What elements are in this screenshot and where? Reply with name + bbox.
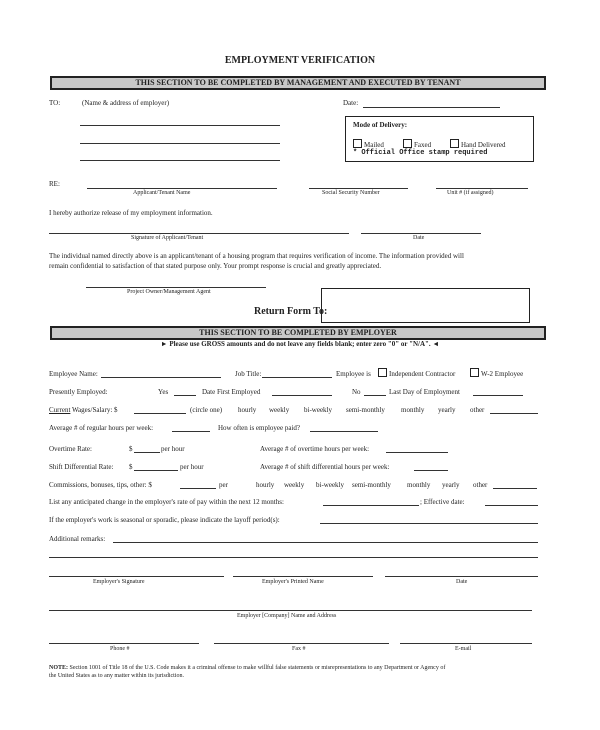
last-day-label: Last Day of Employment [389, 388, 460, 396]
overtime-rate-label: Overtime Rate: [49, 445, 92, 453]
authorize-text: I hereby authorize release of my employment information. [49, 209, 213, 217]
current-underlined: Current [49, 406, 71, 414]
period-monthly[interactable]: monthly [401, 406, 425, 414]
to-label: TO: [49, 99, 61, 107]
anticipated-change-label: List any anticipated change in the employer's rate of pay within the next 12 months: [49, 498, 284, 506]
notice-text-1: Section 1001 of Title 18 of the U.S. Code makes it a criminal offense to make willful false statements or misrepresentations to any Department or Agency of [68, 665, 446, 671]
wages-amount-field[interactable] [134, 413, 186, 414]
effective-date-label: ; Effective date: [420, 498, 465, 506]
employer-section-header: THIS SECTION TO BE COMPLETED BY EMPLOYER [50, 326, 546, 340]
ssn-field[interactable] [309, 188, 408, 189]
effective-date-field[interactable] [485, 505, 538, 506]
employer-company-caption: Employer [Company] Name and Address [237, 613, 337, 619]
unit-caption: Unit # (if assigned) [447, 190, 494, 196]
how-often-label: How often is employee paid? [218, 424, 301, 432]
legal-notice-line-2: the United States as to any matter within its jurisdiction. [49, 673, 184, 679]
commissions-label: Commissions, bonuses, tips, other: $ [49, 481, 152, 489]
employer-signature-field[interactable] [49, 576, 224, 577]
avg-hours-label: Average # of regular hours per week: [49, 424, 154, 432]
employer-company-field[interactable] [49, 610, 532, 611]
period-yearly[interactable]: yearly [438, 406, 456, 414]
legal-notice-line-1 [49, 665, 445, 671]
employer-address-line-1[interactable] [80, 125, 280, 126]
return-address-box[interactable] [321, 288, 530, 323]
date-first-employed-label: Date First Employed [202, 388, 261, 396]
avg-overtime-field[interactable] [386, 452, 448, 453]
delivery-title: Mode of Delivery: [353, 121, 408, 129]
comm-period-bi-weekly[interactable]: bi-weekly [316, 481, 344, 489]
overtime-rate-field[interactable] [134, 452, 160, 453]
avg-hours-field[interactable] [172, 431, 210, 432]
current-wages-label [49, 406, 118, 414]
ssn-caption: Social Security Number [322, 190, 380, 196]
employee-name-label: Employee Name: [49, 370, 98, 378]
commissions-per: per [219, 481, 228, 489]
commissions-field[interactable] [180, 488, 216, 489]
comm-period-hourly[interactable]: hourly [256, 481, 275, 489]
avg-shift-field[interactable] [414, 470, 448, 471]
comm-period-semi-monthly[interactable]: semi-monthly [352, 481, 391, 489]
re-label: RE: [49, 180, 60, 188]
email-field[interactable] [400, 643, 532, 644]
employer-address-line-2[interactable] [80, 143, 280, 144]
phone-caption: Phone # [110, 646, 130, 652]
no-field[interactable] [364, 395, 386, 396]
hand-delivered-checkbox[interactable] [450, 139, 459, 148]
signature-date-field[interactable] [361, 233, 481, 234]
presently-employed-label: Presently Employed: [49, 388, 108, 396]
verification-paragraph-line-2: remain confidential to satisfaction of that stated purpose only. Your prompt response is crucial and greatly appreciated. [49, 262, 382, 270]
shift-dollar: $ [129, 463, 133, 471]
phone-field[interactable] [49, 643, 199, 644]
faxed-checkbox[interactable] [403, 139, 412, 148]
anticipated-change-field[interactable] [323, 505, 419, 506]
no-label: No [352, 388, 361, 396]
signature-date-caption: Date [413, 235, 425, 241]
comm-other-field[interactable] [493, 488, 537, 489]
last-day-field[interactable] [473, 395, 523, 396]
job-title-field[interactable] [262, 377, 332, 378]
email-caption: E-mail [455, 646, 472, 652]
remarks-field-2[interactable] [49, 557, 538, 558]
period-hourly[interactable]: hourly [238, 406, 257, 414]
page-title: EMPLOYMENT VERIFICATION [224, 55, 376, 66]
yes-label: Yes [158, 388, 169, 396]
period-other-field[interactable] [490, 413, 538, 414]
mailed-checkbox[interactable] [353, 139, 362, 148]
date-label: Date: [343, 99, 359, 107]
avg-shift-label: Average # of shift differential hours per week: [260, 463, 390, 471]
note-label: NOTE: [49, 665, 69, 671]
employer-date-caption: Date [456, 579, 468, 585]
independent-contractor-checkbox[interactable] [378, 368, 387, 377]
comm-period-yearly[interactable]: yearly [442, 481, 460, 489]
w2-option[interactable] [470, 368, 523, 378]
return-label: Return Form To: [254, 306, 328, 317]
applicant-signature-field[interactable] [49, 233, 349, 234]
date-first-employed-field[interactable] [272, 395, 332, 396]
fax-field[interactable] [214, 643, 389, 644]
overtime-dollar: $ [129, 445, 133, 453]
yes-field[interactable] [174, 395, 196, 396]
shift-rate-field[interactable] [134, 470, 178, 471]
date-field[interactable] [363, 107, 500, 108]
w2-label: W-2 Employee [481, 370, 524, 378]
delivery-box [345, 116, 534, 162]
hand-delivered-label: Hand Delivered [461, 141, 506, 149]
overtime-per-hour: per hour [161, 445, 185, 453]
verification-paragraph-line-1: The individual named directly above is an applicant/tenant of a housing program that requires verification of income. The information provided will [49, 252, 464, 260]
employer-address-line-3[interactable] [80, 160, 280, 161]
fax-caption: Fax # [292, 646, 306, 652]
seasonal-field[interactable] [320, 523, 538, 524]
management-section-header: THIS SECTION TO BE COMPLETED BY MANAGEMENT AND EXECUTED BY TENANT [50, 76, 546, 90]
hand-delivered-option[interactable] [450, 139, 506, 149]
how-often-field[interactable] [310, 431, 378, 432]
period-bi-weekly[interactable]: bi-weekly [304, 406, 332, 414]
employee-is-label: Employee is [336, 370, 371, 378]
employer-printed-caption: Employer's Printed Name [262, 579, 324, 585]
independent-contractor-option[interactable] [378, 368, 455, 378]
employer-date-field[interactable] [385, 576, 538, 577]
shift-diff-label: Shift Differential Rate: [49, 463, 114, 471]
signature-caption: Signature of Applicant/Tenant [131, 235, 204, 241]
unit-field[interactable] [436, 188, 528, 189]
avg-overtime-label: Average # of overtime hours per week: [260, 445, 370, 453]
faxed-option[interactable] [403, 139, 431, 149]
independent-contractor-label: Independent Contractor [389, 370, 456, 378]
shift-per-hour: per hour [180, 463, 204, 471]
remarks-field-1[interactable] [113, 542, 538, 543]
wages-salary-text: Wages/Salary: $ [70, 406, 118, 414]
applicant-caption: Applicant/Tenant Name [133, 190, 191, 196]
period-semi-monthly[interactable]: semi-monthly [346, 406, 385, 414]
gross-instruction: ► Please use GROSS amounts and do not leave any fields blank; enter zero "0" or "N/A". ◄ [160, 340, 440, 348]
mailed-label: Mailed [364, 141, 384, 149]
employee-name-field[interactable] [101, 377, 221, 378]
w2-checkbox[interactable] [470, 368, 479, 377]
mailed-option[interactable] [353, 139, 384, 149]
applicant-name-field[interactable] [87, 188, 277, 189]
employer-printed-field[interactable] [233, 576, 373, 577]
comm-period-other[interactable]: other [473, 481, 488, 489]
agent-signature-field[interactable] [86, 287, 266, 288]
comm-period-monthly[interactable]: monthly [407, 481, 431, 489]
stamp-note: * Official Office stamp required [353, 149, 488, 157]
agent-caption: Project Owner/Management Agent [127, 289, 211, 295]
period-other[interactable]: other [470, 406, 485, 414]
job-title-label: Job Title: [235, 370, 262, 378]
employer-signature-caption: Employer's Signature [93, 579, 145, 585]
comm-period-weekly[interactable]: weekly [284, 481, 305, 489]
faxed-label: Faxed [414, 141, 432, 149]
seasonal-label: If the employer's work is seasonal or sporadic, please indicate the layoff period(s): [49, 516, 280, 524]
circle-one-label: (circle one) [190, 406, 223, 414]
employer-hint: (Name & address of employer) [82, 99, 170, 107]
remarks-label: Additional remarks: [49, 535, 106, 543]
period-weekly[interactable]: weekly [269, 406, 290, 414]
